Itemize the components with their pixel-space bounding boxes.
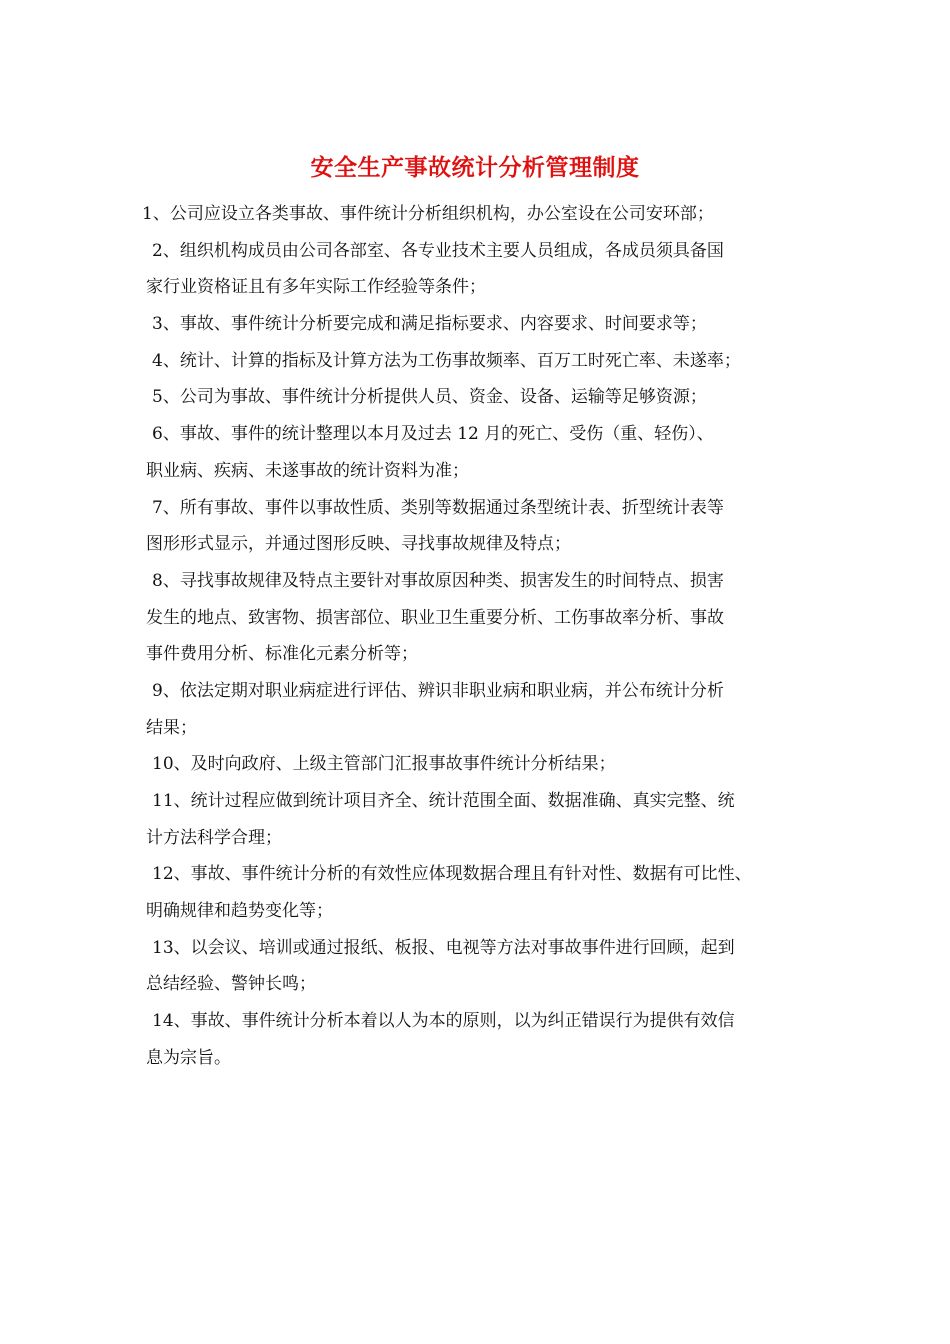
clause-8-line-2: 发生的地点、致害物、损害部位、职业卫生重要分析、工伤事故率分析、事故	[146, 607, 724, 628]
document-body	[142, 196, 826, 1077]
clause-8-line-1: 8、寻找事故规律及特点主要针对事故原因种类、损害发生的时间特点、损害	[152, 570, 724, 591]
clause-9-line-1: 9、依法定期对职业病症进行评估、辨识非职业病和职业病，并公布统计分析	[152, 680, 724, 701]
clause-11-line-1: 11、统计过程应做到统计项目齐全、统计范围全面、数据准确、真实完整、统	[152, 791, 735, 811]
clause-12-line-1: 12、事故、事件统计分析的有效性应体现数据合理且有针对性、数据有可比性、	[152, 864, 752, 885]
clause-14-line-2: 息为宗旨。	[146, 1047, 231, 1068]
clause-7-line-2: 图形形式显示，并通过图形反映、寻找事故规律及特点；	[146, 534, 571, 555]
clause-13-line-2: 总结经验、警钟长鸣；	[146, 974, 316, 995]
clause-9-line-2: 结果；	[146, 717, 197, 738]
clause-7-line-1: 7、所有事故、事件以事故性质、类别等数据通过条型统计表、折型统计表等	[152, 497, 724, 518]
clause-10-line-1: 10、及时向政府、上级主管部门汇报事故事件统计分析结果；	[152, 754, 616, 775]
clause-3-line-1: 3、事故、事件统计分析要完成和满足指标要求、内容要求、时间要求等；	[152, 314, 707, 335]
clause-1-line-1: 1、公司应设立各类事故、事件统计分析组织机构，办公室设在公司安环部；	[142, 204, 714, 224]
clause-8-line-3: 事件费用分析、标准化元素分析等；	[146, 644, 418, 665]
clause-5-line-1: 5、公司为事故、事件统计分析提供人员、资金、设备、运输等足够资源；	[152, 387, 707, 408]
clause-11-line-2: 计方法科学合理；	[146, 827, 282, 848]
clause-6-line-1: 6、事故、事件的统计整理以本月及过去 12 月的死亡、受伤（重、轻伤）、	[152, 424, 714, 445]
clause-2-line-1: 2、组织机构成员由公司各部室、各专业技术主要人员组成，各成员须具备国	[152, 240, 724, 261]
clause-12-line-2: 明确规律和趋势变化等；	[146, 901, 333, 922]
document-title: 安全生产事故统计分析管理制度	[310, 155, 640, 181]
clause-6-line-2: 职业病、疾病、未遂事故的统计资料为准；	[146, 460, 469, 481]
clause-4-line-1: 4、统计、计算的指标及计算方法为工伤事故频率、百万工时死亡率、未遂率；	[152, 350, 741, 371]
clause-14-line-1: 14、事故、事件统计分析本着以人为本的原则，以为纠正错误行为提供有效信	[152, 1011, 735, 1032]
clause-2-line-2: 家行业资格证且有多年实际工作经验等条件；	[146, 277, 486, 298]
clause-13-line-1: 13、以会议、培训或通过报纸、板报、电视等方法对事故事件进行回顾，起到	[152, 937, 735, 958]
